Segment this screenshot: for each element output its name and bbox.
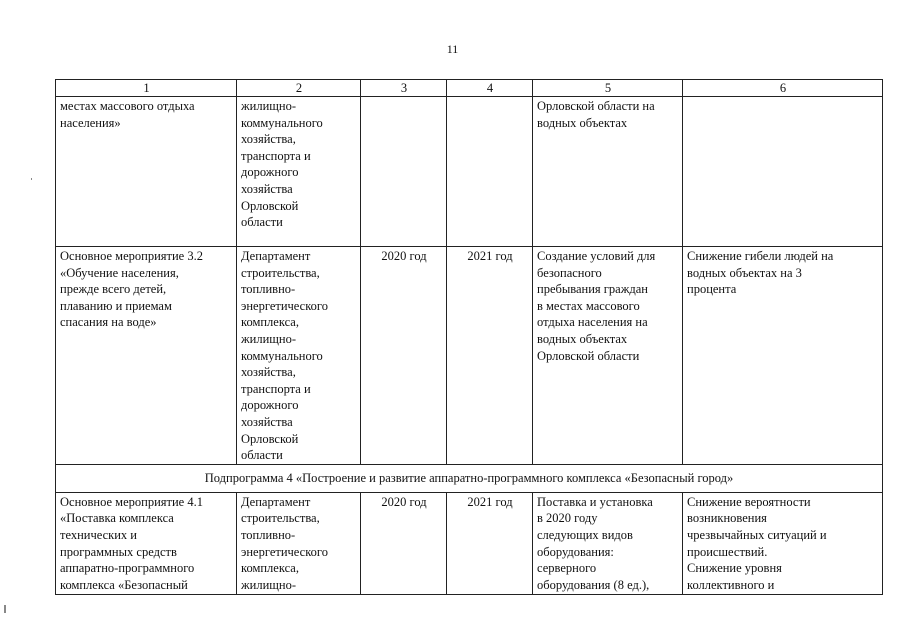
scan-mark — [31, 178, 32, 180]
expected-result-cell: Орловской области на водных объектах — [537, 99, 655, 130]
header-cell-3: 3 — [361, 80, 447, 97]
subprogram-title: Подпрограмма 4 «Построение и развитие аппаратно-программного комплекса «Безопасный город» — [56, 464, 883, 492]
table-row — [56, 97, 883, 247]
event-name-cell: местах массового отдыха населения» — [60, 99, 195, 130]
event-name-cell: Основное мероприятие 3.2 «Обучение населения, прежде всего детей, плаванию и приемам спасания на воде» — [60, 249, 203, 330]
start-year-cell: 2020 год — [381, 249, 427, 263]
event-name-cell: Основное мероприятие 4.1 «Поставка комплекса технических и программных средств аппаратно-программного комплекса «Безопасный — [60, 494, 203, 592]
header-cell-1: 1 — [56, 80, 237, 97]
indicator-cell: Снижение гибели людей на водных объектах на 3 процента — [687, 249, 834, 297]
program-table — [55, 79, 883, 595]
executor-cell: жилищно- коммунального хозяйства, транспорта и дорожного хозяйства Орловской области — [241, 99, 323, 230]
header-cell-6: 6 — [683, 80, 883, 97]
table-row — [56, 247, 883, 465]
start-year-cell: 2020 год — [381, 494, 427, 509]
scan-mark — [4, 605, 6, 613]
header-cell-2: 2 — [237, 80, 361, 97]
header-cell-4: 4 — [447, 80, 533, 97]
expected-result-cell: Создание условий для безопасного пребывания граждан в местах массового отдыха населения на водных объектах Орловской области — [537, 249, 656, 363]
header-row — [56, 80, 883, 97]
expected-result-cell: Поставка и установка в 2020 году следующих видов оборудования: серверного оборудования (8 ед.), — [537, 494, 653, 592]
executor-cell: Департамент строительства, топливно- энергетического комплекса, жилищно- — [241, 494, 328, 592]
end-year-cell: 2021 год — [467, 249, 513, 263]
end-year-cell: 2021 год — [467, 494, 513, 509]
executor-cell: Департамент строительства, топливно- энергетического комплекса, жилищно- коммунального хозяйства, транспорта и дорожного хозяйства Орловской области — [241, 249, 328, 463]
page-number: 11 — [446, 42, 459, 56]
header-cell-5: 5 — [533, 80, 683, 97]
indicator-cell: Снижение вероятности возникновения чрезвычайных ситуаций и происшествий. Снижение уровня коллективного и — [687, 494, 827, 592]
table-row — [56, 492, 883, 594]
subprogram-row — [56, 464, 883, 492]
